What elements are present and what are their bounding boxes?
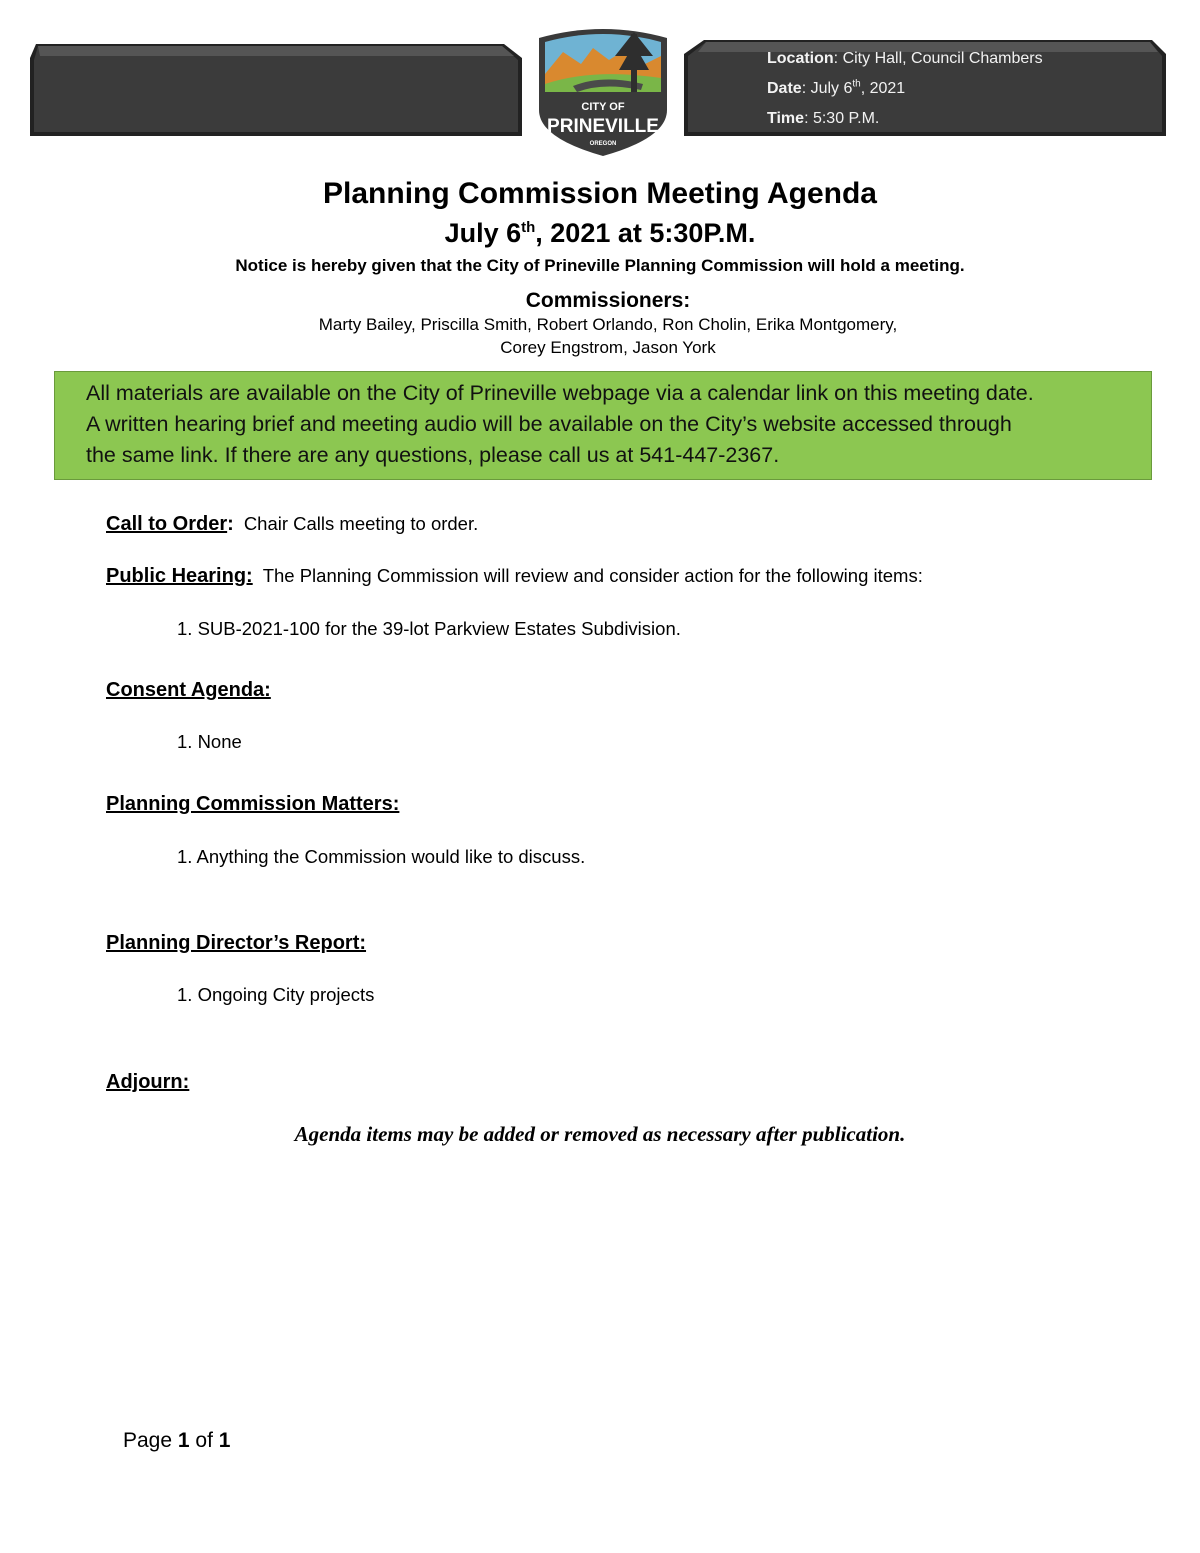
- public-hearing-heading: Public Hearing:: [106, 565, 253, 587]
- section-consent-agenda: [106, 679, 271, 702]
- city-of-prineville-logo: [533, 26, 673, 158]
- planning-directors-report-heading: Planning Director’s Report:: [106, 932, 367, 954]
- page-title: Planning Commission Meeting Agenda: [323, 177, 877, 210]
- logo-text-line3: OREGON: [589, 141, 617, 147]
- planning-directors-report-item-1: 1. Ongoing City projects: [177, 984, 375, 1005]
- banner-left-shape: [26, 40, 528, 136]
- logo-text-line2: PRINEVILLE: [547, 116, 659, 137]
- materials-notice-line2: A written hearing brief and meeting audio will be available on the City’s website accessed through: [86, 412, 1012, 436]
- logo-text-line1: CITY OF: [581, 101, 625, 113]
- call-to-order-text: Chair Calls meeting to order.: [243, 513, 479, 534]
- public-hearing-item-1: 1. SUB-2021-100 for the 39-lot Parkview Estates Subdivision.: [177, 618, 681, 639]
- section-adjourn: [106, 1071, 189, 1094]
- section-call-to-order: Call to Order: Chair Calls meeting to order.: [106, 513, 479, 535]
- materials-notice-line3: the same link. If there are any questions, please call us at 541-447-2367.: [86, 443, 780, 467]
- meeting-date-heading: July 6th, 2021 at 5:30P.M.: [444, 218, 756, 248]
- materials-notice-line1: All materials are available on the City of Prineville webpage via a calendar link on this meeting date.: [86, 381, 1034, 405]
- consent-agenda-item-1: 1. None: [177, 731, 242, 752]
- meeting-date: Date: July 6th, 2021: [767, 78, 906, 97]
- commissioners-heading: Commissioners:: [525, 289, 691, 312]
- planning-commission-matters-heading: Planning Commission Matters:: [106, 793, 400, 815]
- meeting-notice: Notice is hereby given that the City of Prineville Planning Commission will hold a meeting.: [235, 256, 965, 275]
- materials-notice-box: [54, 371, 1152, 480]
- agenda-footnote: Agenda items may be added or removed as necessary after publication.: [294, 1122, 906, 1146]
- commissioners-list-line2: Corey Engstrom, Jason York: [500, 338, 716, 357]
- commissioners-list-line1: Marty Bailey, Priscilla Smith, Robert Orlando, Ron Cholin, Erika Montgomery,: [318, 315, 898, 334]
- adjourn-heading: Adjourn:: [106, 1071, 190, 1093]
- header-banner-right: [682, 40, 1170, 136]
- public-hearing-text: The Planning Commission will review and consider action for the following items:: [262, 565, 923, 586]
- section-planning-commission-matters: [106, 793, 399, 816]
- page-number: Page 1 of 1: [123, 1429, 231, 1452]
- consent-agenda-heading: Consent Agenda:: [106, 679, 271, 701]
- meeting-time: Time: 5:30 P.M.: [767, 110, 880, 127]
- planning-commission-matters-item-1: 1. Anything the Commission would like to discuss.: [177, 846, 586, 867]
- section-public-hearing: [106, 565, 923, 588]
- meeting-location: Location: City Hall, Council Chambers: [767, 50, 1043, 67]
- call-to-order-heading: Call to Order: [106, 513, 228, 535]
- section-planning-directors-report: [106, 932, 366, 955]
- header-banner-left: [26, 40, 528, 136]
